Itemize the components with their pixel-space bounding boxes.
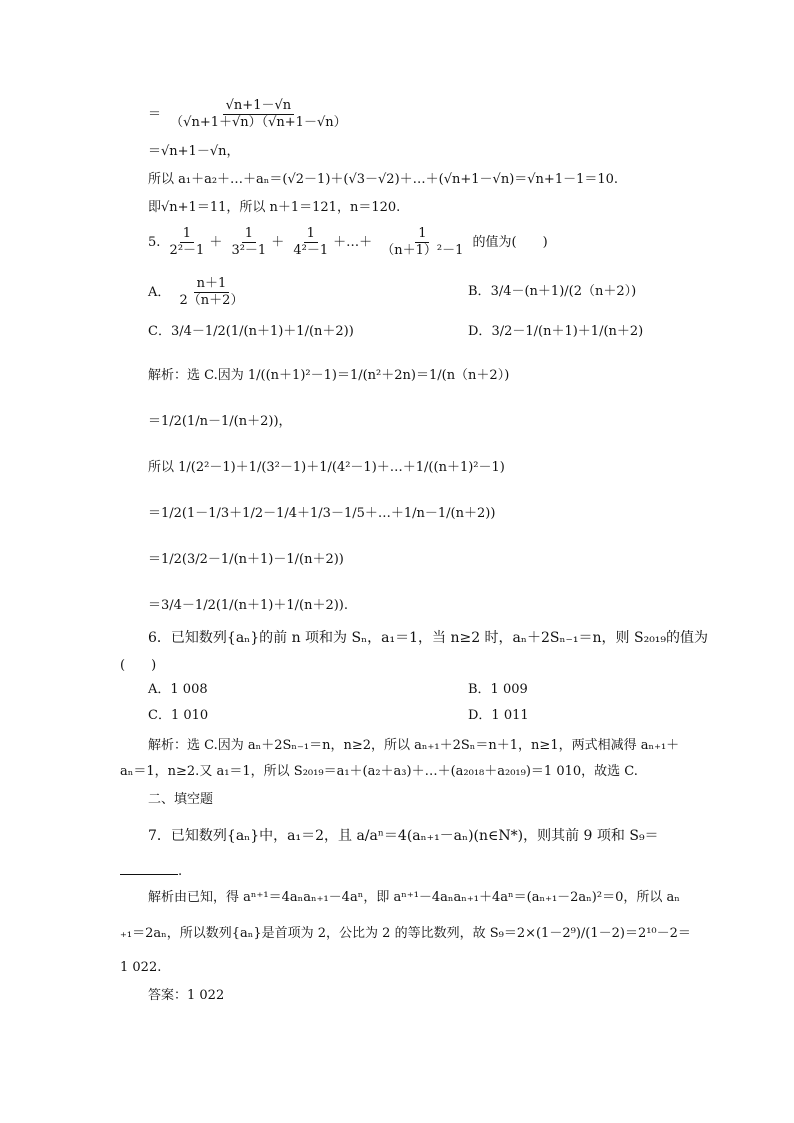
q6-option-b: B．1 009: [468, 682, 528, 697]
q5-solution-line-2: ＝1/2(1/n－1/(n＋2))，: [148, 414, 292, 429]
q5-term-3: $\frac{1}{\text{4²－1}}$: [293, 226, 329, 258]
q5-term-1: $\frac{1}{\text{2²－1}}$: [169, 226, 205, 258]
q7-solution-line-2: ₊₁＝2aₙ，所以数列{aₙ}是首项为 2，公比为 2 的等比数列，故 S₉＝2×(1－2⁹)/(1－2)＝2¹⁰－2＝: [120, 926, 691, 941]
q5-solution-line-5: ＝1/2(3/2－1/(n＋1)－1/(n＋2)): [148, 552, 344, 567]
derivation-line-1: [148, 98, 352, 131]
fraction-1-numerator: √n+1－√n: [223, 98, 294, 115]
q6-solution-line-2: aₙ＝1，n≥2.又 a₁＝1，所以 S₂₀₁₉＝a₁＋(a₂＋a₃)＋…＋(a₂₀₁₈＋a₂₀₁₉)＝1 010，故选 C.: [120, 764, 638, 779]
q7-solution-line-3: 1 022.: [120, 960, 162, 975]
fraction-1: [167, 98, 349, 131]
section-heading: 二、填空题: [148, 792, 214, 807]
q5-solution-line-1: 解析：选 C.因为 1/((n＋1)²－1)＝1/(n²＋2n)＝1/(n（n＋2）): [148, 368, 510, 383]
q6-option-c: C．1 010: [148, 708, 209, 723]
question-7-blank: .: [120, 860, 182, 882]
q6-option-d: D．1 011: [468, 708, 529, 723]
question-7-stem: 7．已知数列{aₙ}中，a₁＝2，且 a/aⁿ＝4(aₙ₊₁－aₙ)(n∈N*)，则其前 9 项和 S₉＝: [148, 828, 659, 844]
derivation-line-3: 所以 a₁＋a₂＋…＋aₙ＝(√2－1)＋(√3－√2)＋…＋(√n+1－√n)＝√n+1－1＝10.: [148, 172, 619, 187]
question-5-number: 5.: [148, 235, 161, 250]
q5-option-c: C．3/4－1/2(1/(n＋1)＋1/(n＋2)): [148, 324, 354, 339]
derivation-line-2: ＝√n+1－√n，: [148, 144, 240, 159]
fraction-1-denominator: （√n+1＋√n）（√n+1－√n）: [170, 115, 347, 130]
q5-solution-line-6: ＝3/4－1/2(1/(n＋1)＋1/(n＋2)).: [148, 598, 348, 613]
q5-term-2: $\frac{1}{\text{3²－1}}$: [231, 226, 267, 258]
q5-solution-line-4: ＝1/2(1－1/3＋1/2－1/4＋1/3－1/5＋…＋1/n－1/(n＋2)): [148, 506, 496, 521]
q5-solution-line-3: 所以 1/(2²－1)＋1/(3²－1)＋1/(4²－1)＋…＋1/((n＋1)²－1): [148, 460, 505, 475]
equals-sign: ＝: [148, 107, 162, 122]
q7-solution-line-1: 解析由已知，得 aⁿ⁺¹＝4aₙaₙ₊₁－4aⁿ，即 aⁿ⁺¹－4aₙaₙ₊₁＋4aⁿ＝(aₙ₊₁－2aₙ)²＝0，所以 aₙ: [148, 890, 680, 905]
answer-line: 答案：1 022: [148, 988, 225, 1003]
question-5-tail: 的值为( ): [472, 235, 548, 250]
q6-option-a: A．1 008: [148, 682, 208, 697]
q5-term-n: $\frac{1}{\text{（n＋1）²－1}}$: [381, 226, 464, 258]
q5-option-b: B．3/4－(n＋1)/(2（n＋2）): [468, 284, 637, 299]
answer-blank: [120, 860, 178, 875]
q6-solution-line-1: 解析：选 C.因为 aₙ＋2Sₙ₋₁＝n，n≥2，所以 aₙ₊₁＋2Sₙ＝n＋1，n≥1，两式相减得 aₙ₊₁＋: [148, 738, 680, 753]
derivation-line-4: 即√n+1＝11，所以 n＋1＝121，n＝120.: [148, 200, 401, 215]
q5-option-a: A． $\frac{n+1}{2(n+2)}$: [148, 276, 244, 308]
question-6-brackets: ( ): [120, 658, 157, 673]
question-5-stem: 5. $\frac{1}{\text{2²－1}}$ ＋ $\frac{1}{\text{3²－1}}$ ＋ $\frac{1}{\text{4²－1}}$ ＋…＋ $\frac{1}{\text{（n＋1）²－1}}$ 的值为( ): [148, 226, 548, 258]
q5-option-d: D．3/2－1/(n＋1)＋1/(n＋2): [468, 324, 644, 339]
question-6-stem: 6．已知数列{aₙ}的前 n 项和为 Sₙ，a₁＝1，当 n≥2 时，aₙ＋2Sₙ₋₁＝n，则 S₂₀₁₉的值为: [148, 630, 709, 646]
